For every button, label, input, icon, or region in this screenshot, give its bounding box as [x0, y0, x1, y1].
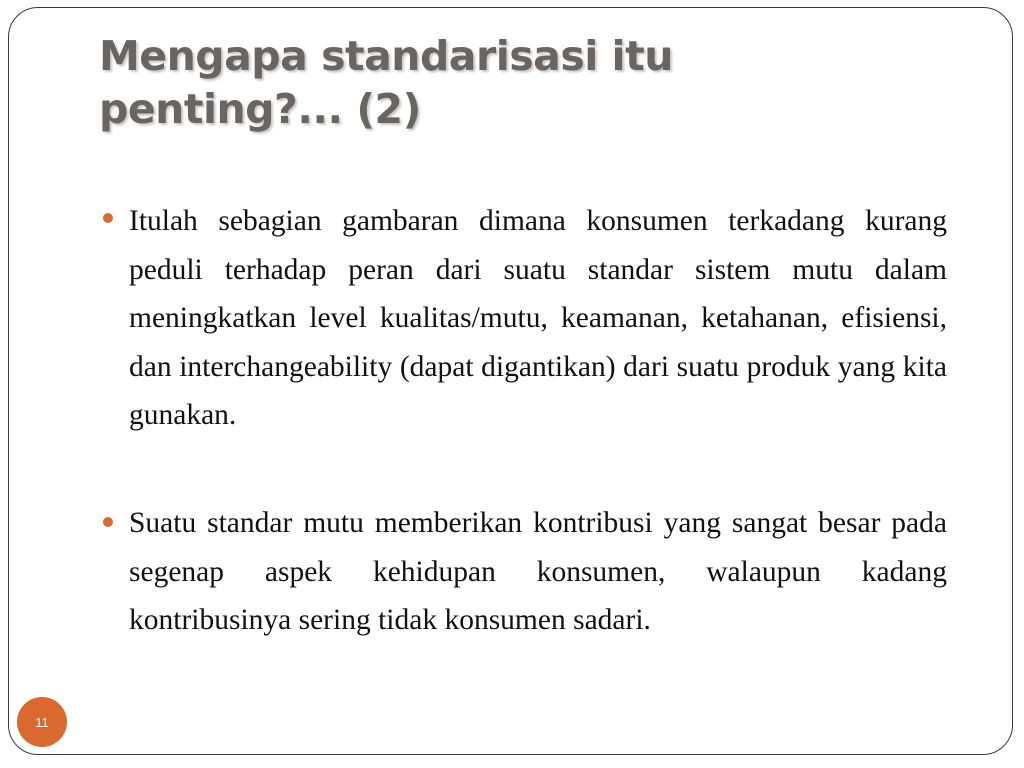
bullet-paragraph-2: Suatu standar mutu memberikan kontribusi yang sangat besar pada segenap aspek kehidupan konsumen, walaupun kadang kontribusinya sering tidak konsumen sadari. [129, 507, 947, 636]
bullet-dot-icon [103, 213, 113, 223]
bullet-dot-icon [103, 517, 113, 527]
slide-title [99, 30, 919, 136]
page-number-badge [17, 697, 67, 747]
slide-title-line-2: penting?... (2) [99, 85, 421, 133]
slide-title-line-1: Mengapa standarisasi itu [99, 32, 673, 80]
bullet-paragraph-1: Itulah sebagian gambaran dimana konsumen terkadang kurang peduli terhadap peran dari suatu standar sistem mutu dalam meningkatkan level kualitas/mutu, keamanan, ketahanan, efisiensi, dan interchangeability (dapat digantikan) dari suatu produk yang kita gunakan. [129, 205, 947, 431]
page-number: 11 [35, 714, 49, 730]
